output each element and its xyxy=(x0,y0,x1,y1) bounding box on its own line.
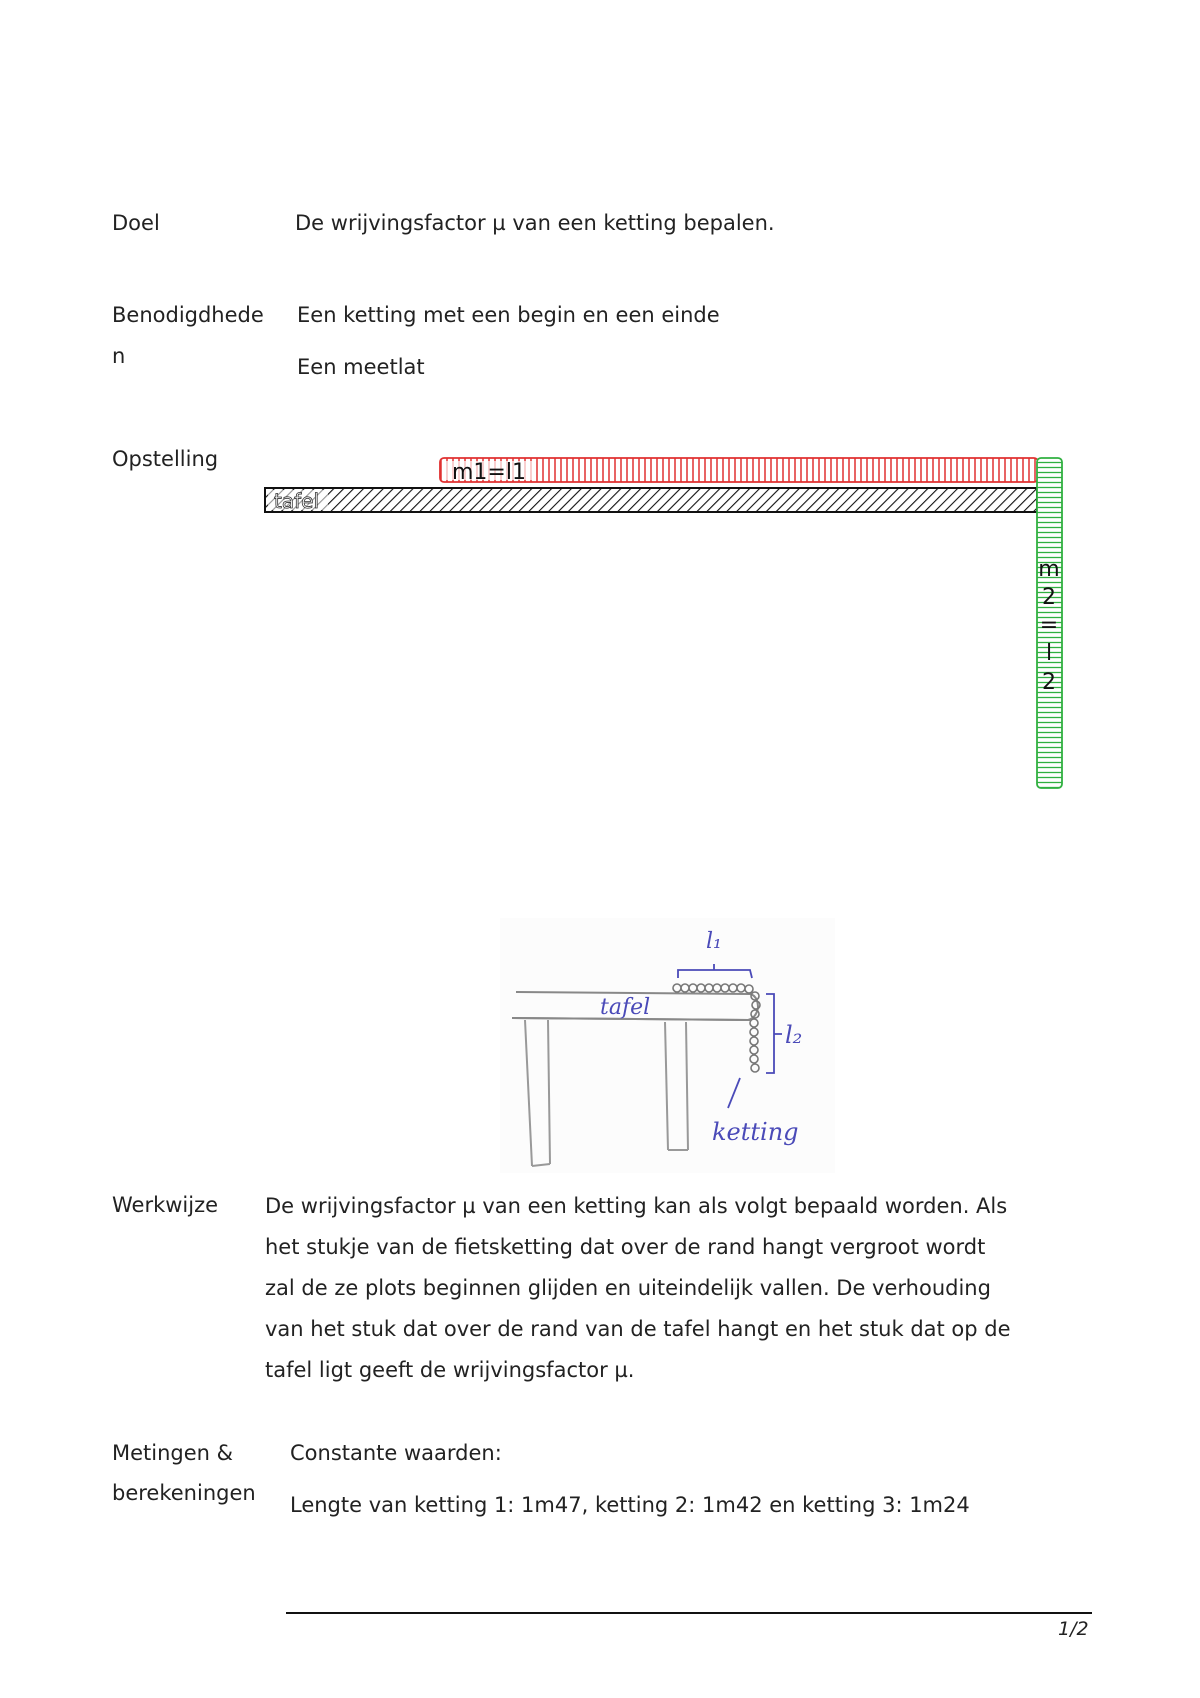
chain-table-sketch xyxy=(500,918,835,1173)
opstelling-label: Opstelling xyxy=(112,447,219,471)
metingen-label-line2: berekeningen xyxy=(112,1481,256,1505)
table-bar xyxy=(265,488,1037,512)
m1-label: m1=l1 xyxy=(452,460,526,485)
page-number: 1/2 xyxy=(1058,1618,1089,1640)
doel-label: Doel xyxy=(112,211,160,235)
benodigdheden-label-line1: Benodigdhede xyxy=(112,303,264,327)
m2-label-char: = xyxy=(1039,613,1059,638)
werkwijze-line: tafel ligt geeft de wrijvingsfactor µ. xyxy=(265,1358,635,1382)
werkwijze-line: De wrijvingsfactor µ van een ketting kan als volgt bepaald worden. Als xyxy=(265,1194,1008,1218)
benodigdheden-item: Een meetlat xyxy=(297,355,425,379)
werkwijze-label: Werkwijze xyxy=(112,1193,219,1217)
metingen-label-line1: Metingen & xyxy=(112,1441,234,1465)
doel-text: De wrijvingsfactor µ van een ketting bepalen. xyxy=(295,211,775,235)
m2-label-char: l xyxy=(1045,641,1053,666)
sketch-l1-label: l₁ xyxy=(706,929,722,954)
metingen-lengths: Lengte van ketting 1: 1m47, ketting 2: 1m42 en ketting 3: 1m24 xyxy=(290,1493,970,1517)
sketch-chain-label: ketting xyxy=(712,1118,799,1146)
setup-diagram xyxy=(0,0,1200,820)
sketch-l2-label: l₂ xyxy=(785,1021,803,1049)
werkwijze-paragraph xyxy=(265,1186,1085,1391)
table-label: tafel xyxy=(274,489,319,513)
footer-rule xyxy=(286,1612,1092,1614)
benodigdheden-label-line2: n xyxy=(112,344,126,368)
sketch-table-label: tafel xyxy=(600,995,651,1020)
werkwijze-line: het stukje van de fietsketting dat over de rand hangt vergroot wordt xyxy=(265,1235,986,1259)
m2-label-char: 2 xyxy=(1042,670,1056,695)
werkwijze-line: van het stuk dat over de rand van de tafel hangt en het stuk dat op de xyxy=(265,1317,1011,1341)
m2-label-char: 2 xyxy=(1042,585,1056,610)
metingen-heading: Constante waarden: xyxy=(290,1441,502,1465)
benodigdheden-item: Een ketting met een begin en een einde xyxy=(297,303,720,327)
werkwijze-line: zal de ze plots beginnen glijden en uiteindelijk vallen. De verhouding xyxy=(265,1276,991,1300)
m2-label-char: m xyxy=(1038,557,1060,582)
